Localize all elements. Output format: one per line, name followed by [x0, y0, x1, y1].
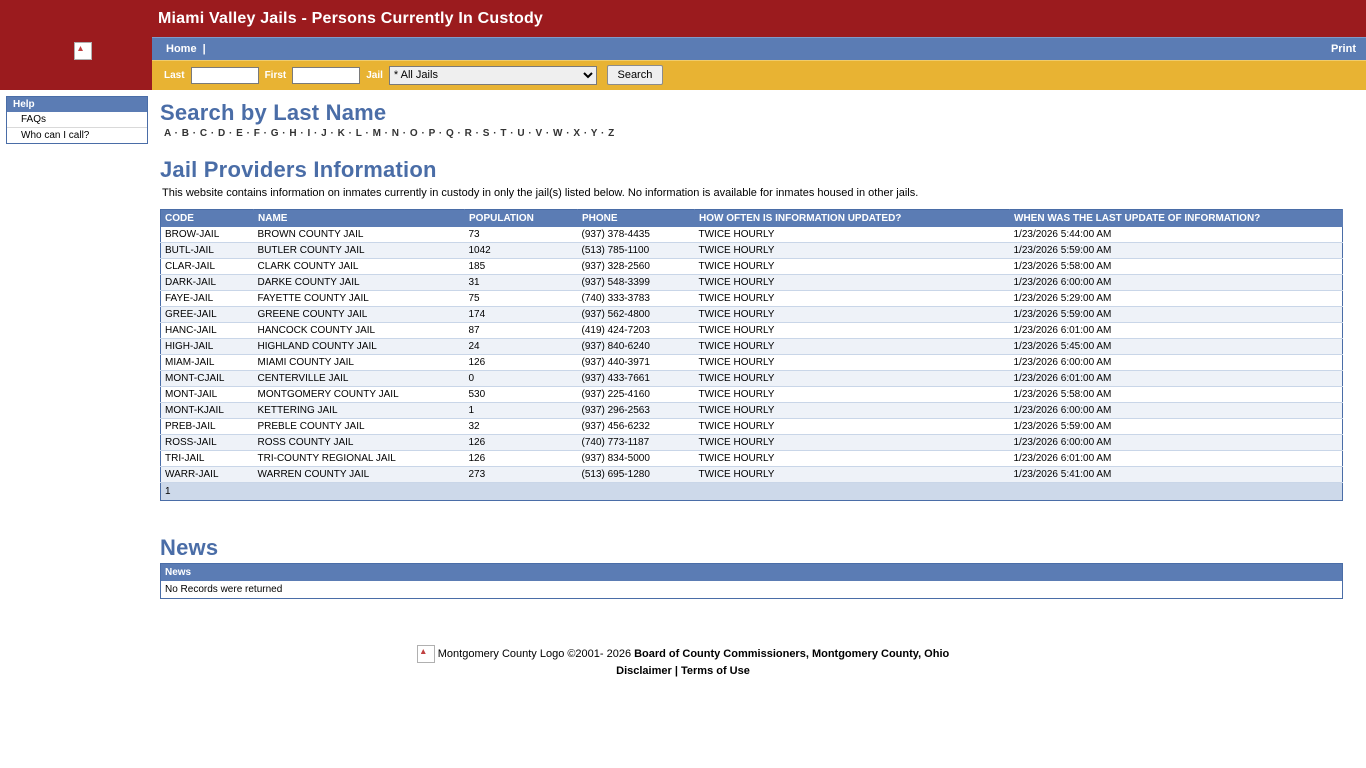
- header-right: [152, 0, 1366, 90]
- alpha-separator: ·: [243, 128, 254, 139]
- cell-name: HIGHLAND COUNTY JAIL: [254, 339, 465, 355]
- cell-update-frequency: TWICE HOURLY: [695, 355, 1010, 371]
- cell-last-update: 1/23/2026 6:00:00 AM: [1010, 435, 1343, 451]
- nav-right-group: [1331, 43, 1366, 55]
- alpha-link-x[interactable]: X: [573, 128, 581, 139]
- cell-last-update: 1/23/2026 6:00:00 AM: [1010, 403, 1343, 419]
- alpha-link-m[interactable]: M: [372, 128, 382, 139]
- alpha-link-b[interactable]: B: [181, 128, 190, 139]
- news-column-header: News: [161, 564, 1343, 582]
- cell-population: 0: [465, 371, 578, 387]
- cell-name: CENTERVILLE JAIL: [254, 371, 465, 387]
- page-footer: [0, 645, 1366, 677]
- cell-population: 126: [465, 451, 578, 467]
- cell-name: WARREN COUNTY JAIL: [254, 467, 465, 483]
- footer-separator: |: [674, 665, 678, 677]
- alpha-link-y[interactable]: Y: [590, 128, 598, 139]
- cell-last-update: 1/23/2026 5:29:00 AM: [1010, 291, 1343, 307]
- cell-last-update: 1/23/2026 5:59:00 AM: [1010, 243, 1343, 259]
- table-row[interactable]: [161, 435, 1343, 451]
- cell-last-update: 1/23/2026 5:59:00 AM: [1010, 307, 1343, 323]
- main-content: [152, 90, 1366, 599]
- page-title: Miami Valley Jails - Persons Currently In Custody: [158, 9, 544, 27]
- alpha-link-g[interactable]: G: [270, 128, 279, 139]
- cell-last-update: 1/23/2026 5:58:00 AM: [1010, 387, 1343, 403]
- search-by-last-name-title: Search by Last Name: [160, 100, 387, 125]
- cell-code: ROSS-JAIL: [161, 435, 254, 451]
- nav-separator: |: [202, 42, 206, 55]
- alpha-link-i[interactable]: I: [307, 128, 311, 139]
- cell-code: BROW-JAIL: [161, 227, 254, 243]
- page-body: [0, 90, 1366, 599]
- jail-providers-table-head: [161, 210, 1343, 228]
- cell-phone: (937) 328-2560: [578, 259, 695, 275]
- footer-line-1: [0, 645, 1366, 663]
- header-logo-cell: [0, 0, 152, 90]
- sidebar-item-who-can-i-call[interactable]: Who can I call?: [7, 128, 147, 143]
- cell-update-frequency: TWICE HOURLY: [695, 467, 1010, 483]
- cell-population: 1042: [465, 243, 578, 259]
- alpha-link-u[interactable]: U: [517, 128, 526, 139]
- footer-copyright: ©2001- 2026: [567, 648, 632, 660]
- cell-phone: (937) 433-7661: [578, 371, 695, 387]
- cell-update-frequency: TWICE HOURLY: [695, 243, 1010, 259]
- cell-phone: (937) 548-3399: [578, 275, 695, 291]
- first-name-input[interactable]: [292, 67, 360, 84]
- cell-last-update: 1/23/2026 5:58:00 AM: [1010, 259, 1343, 275]
- cell-last-update: 1/23/2026 5:41:00 AM: [1010, 467, 1343, 483]
- table-row[interactable]: [161, 307, 1343, 323]
- print-link[interactable]: Print: [1330, 42, 1356, 55]
- cell-name: GREENE COUNTY JAIL: [254, 307, 465, 323]
- cell-code: PREB-JAIL: [161, 419, 254, 435]
- alpha-link-r[interactable]: R: [464, 128, 473, 139]
- alpha-separator: ·: [418, 128, 429, 139]
- alpha-separator: ·: [597, 128, 609, 139]
- pager-page-1[interactable]: 1: [161, 483, 1343, 501]
- cell-phone: (937) 456-6232: [578, 419, 695, 435]
- alpha-separator: ·: [472, 128, 483, 139]
- news-title: News: [160, 535, 219, 560]
- news-table-head: [161, 564, 1343, 582]
- cell-code: MONT-KJAIL: [161, 403, 254, 419]
- alpha-separator: ·: [525, 128, 536, 139]
- alpha-separator: ·: [297, 128, 308, 139]
- jail-providers-table: [160, 209, 1343, 501]
- alpha-separator: ·: [454, 128, 465, 139]
- cell-population: 530: [465, 387, 578, 403]
- alpha-link-o[interactable]: O: [409, 128, 419, 139]
- cell-last-update: 1/23/2026 5:45:00 AM: [1010, 339, 1343, 355]
- cell-update-frequency: TWICE HOURLY: [695, 451, 1010, 467]
- cell-code: CLAR-JAIL: [161, 259, 254, 275]
- cell-code: BUTL-JAIL: [161, 243, 254, 259]
- cell-code: GREE-JAIL: [161, 307, 254, 323]
- sidebar: [0, 90, 152, 599]
- alpha-separator: ·: [580, 128, 591, 139]
- alpha-separator: ·: [278, 128, 290, 139]
- table-row[interactable]: [161, 259, 1343, 275]
- footer-org: Board of County Commissioners, Montgomery County, Ohio: [634, 648, 950, 660]
- table-row[interactable]: [161, 227, 1343, 243]
- cell-code: MONT-JAIL: [161, 387, 254, 403]
- cell-update-frequency: TWICE HOURLY: [695, 387, 1010, 403]
- cell-name: ROSS COUNTY JAIL: [254, 435, 465, 451]
- alpha-link-v[interactable]: V: [535, 128, 543, 139]
- cell-last-update: 1/23/2026 6:00:00 AM: [1010, 355, 1343, 371]
- table-row[interactable]: [161, 387, 1343, 403]
- alpha-link-h[interactable]: H: [289, 128, 298, 139]
- jail-providers-table-foot: [161, 483, 1343, 501]
- cell-phone: (937) 834-5000: [578, 451, 695, 467]
- cell-name: KETTERING JAIL: [254, 403, 465, 419]
- alphabet-index: [164, 128, 1344, 139]
- cell-update-frequency: TWICE HOURLY: [695, 323, 1010, 339]
- cell-population: 126: [465, 435, 578, 451]
- column-header-name[interactable]: NAME: [254, 210, 465, 228]
- cell-update-frequency: TWICE HOURLY: [695, 419, 1010, 435]
- cell-last-update: 1/23/2026 5:59:00 AM: [1010, 419, 1343, 435]
- alpha-link-s[interactable]: S: [482, 128, 490, 139]
- table-row[interactable]: [161, 275, 1343, 291]
- broken-image-icon: [417, 645, 435, 663]
- cell-code: WARR-JAIL: [161, 467, 254, 483]
- last-name-input[interactable]: [191, 67, 259, 84]
- cell-last-update: 1/23/2026 6:01:00 AM: [1010, 323, 1343, 339]
- terms-of-use-link[interactable]: Terms of Use: [680, 665, 750, 677]
- cell-name: TRI-COUNTY REGIONAL JAIL: [254, 451, 465, 467]
- cell-phone: (937) 562-4800: [578, 307, 695, 323]
- news-header-row: [161, 564, 1343, 582]
- cell-population: 31: [465, 275, 578, 291]
- cell-update-frequency: TWICE HOURLY: [695, 371, 1010, 387]
- cell-code: HIGH-JAIL: [161, 339, 254, 355]
- alpha-separator: ·: [562, 128, 574, 139]
- cell-code: DARK-JAIL: [161, 275, 254, 291]
- table-header-row: [161, 210, 1343, 228]
- cell-name: FAYETTE COUNTY JAIL: [254, 291, 465, 307]
- alpha-link-w[interactable]: W: [553, 128, 563, 139]
- column-header-code[interactable]: CODE: [161, 210, 254, 228]
- alpha-link-q[interactable]: Q: [445, 128, 455, 139]
- cell-population: 24: [465, 339, 578, 355]
- jail-providers-title: Jail Providers Information: [160, 157, 437, 182]
- alpha-link-j[interactable]: J: [321, 128, 328, 139]
- alpha-separator: ·: [506, 128, 518, 139]
- news-table-body: [161, 581, 1343, 599]
- cell-update-frequency: TWICE HOURLY: [695, 307, 1010, 323]
- alpha-separator: ·: [171, 128, 182, 139]
- last-name-label: Last: [164, 69, 185, 81]
- cell-update-frequency: TWICE HOURLY: [695, 339, 1010, 355]
- cell-last-update: 1/23/2026 6:01:00 AM: [1010, 451, 1343, 467]
- cell-population: 73: [465, 227, 578, 243]
- alpha-link-d[interactable]: D: [218, 128, 226, 139]
- cell-update-frequency: TWICE HOURLY: [695, 435, 1010, 451]
- title-bar: [152, 0, 1366, 37]
- news-empty-row: [161, 581, 1343, 599]
- alpha-separator: ·: [310, 128, 322, 139]
- cell-name: PREBLE COUNTY JAIL: [254, 419, 465, 435]
- cell-code: MIAM-JAIL: [161, 355, 254, 371]
- cell-code: HANC-JAIL: [161, 323, 254, 339]
- table-row[interactable]: [161, 467, 1343, 483]
- alpha-separator: ·: [207, 128, 218, 139]
- alpha-separator: ·: [345, 128, 356, 139]
- cell-population: 126: [465, 355, 578, 371]
- column-header-phone[interactable]: PHONE: [578, 210, 695, 228]
- alpha-separator: ·: [189, 128, 200, 139]
- alpha-separator: ·: [327, 128, 338, 139]
- cell-code: MONT-CJAIL: [161, 371, 254, 387]
- table-row[interactable]: [161, 419, 1343, 435]
- cell-phone: (937) 440-3971: [578, 355, 695, 371]
- cell-name: BUTLER COUNTY JAIL: [254, 243, 465, 259]
- table-row[interactable]: [161, 243, 1343, 259]
- broken-image-icon: [74, 42, 92, 60]
- column-header-population[interactable]: POPULATION: [465, 210, 578, 228]
- alpha-link-p[interactable]: P: [428, 128, 436, 139]
- news-table: [160, 563, 1343, 599]
- cell-name: CLARK COUNTY JAIL: [254, 259, 465, 275]
- alpha-link-c[interactable]: C: [199, 128, 208, 139]
- cell-population: 32: [465, 419, 578, 435]
- cell-population: 75: [465, 291, 578, 307]
- cell-name: HANCOCK COUNTY JAIL: [254, 323, 465, 339]
- alpha-link-t[interactable]: T: [500, 128, 507, 139]
- cell-phone: (740) 333-3783: [578, 291, 695, 307]
- alpha-separator: ·: [362, 128, 373, 139]
- cell-last-update: 1/23/2026 6:01:00 AM: [1010, 371, 1343, 387]
- search-button[interactable]: Search: [607, 65, 663, 85]
- cell-population: 273: [465, 467, 578, 483]
- alpha-link-k[interactable]: K: [337, 128, 346, 139]
- jail-label: Jail: [366, 69, 383, 81]
- alpha-link-f[interactable]: F: [253, 128, 261, 139]
- cell-code: FAYE-JAIL: [161, 291, 254, 307]
- alpha-link-l[interactable]: L: [355, 128, 363, 139]
- cell-population: 185: [465, 259, 578, 275]
- table-row[interactable]: [161, 403, 1343, 419]
- cell-last-update: 1/23/2026 6:00:00 AM: [1010, 275, 1343, 291]
- help-box: [6, 96, 148, 144]
- alpha-link-a[interactable]: A: [164, 128, 172, 139]
- alpha-link-e[interactable]: E: [236, 128, 244, 139]
- cell-phone: (937) 225-4160: [578, 387, 695, 403]
- cell-phone: (937) 296-2563: [578, 403, 695, 419]
- footer-logo-alt-text: Montgomery County Logo: [437, 648, 565, 660]
- column-header-update-frequency[interactable]: HOW OFTEN IS INFORMATION UPDATED?: [695, 210, 1010, 228]
- cell-code: TRI-JAIL: [161, 451, 254, 467]
- alpha-separator: ·: [435, 128, 446, 139]
- first-name-label: First: [264, 69, 287, 81]
- cell-phone: (513) 695-1280: [578, 467, 695, 483]
- alpha-separator: ·: [489, 128, 501, 139]
- nav-left-group: [152, 43, 206, 55]
- alpha-link-z[interactable]: Z: [608, 128, 615, 139]
- disclaimer-link[interactable]: Disclaimer: [616, 665, 672, 677]
- column-header-last-update[interactable]: WHEN WAS THE LAST UPDATE OF INFORMATION?: [1010, 210, 1343, 228]
- alpha-separator: ·: [225, 128, 237, 139]
- table-pager-row: [161, 483, 1343, 501]
- nav-item-home[interactable]: Home: [166, 42, 197, 55]
- cell-phone: (419) 424-7203: [578, 323, 695, 339]
- table-row[interactable]: [161, 355, 1343, 371]
- jail-select[interactable]: [389, 66, 597, 85]
- cell-update-frequency: TWICE HOURLY: [695, 227, 1010, 243]
- cell-update-frequency: TWICE HOURLY: [695, 259, 1010, 275]
- cell-update-frequency: TWICE HOURLY: [695, 275, 1010, 291]
- cell-update-frequency: TWICE HOURLY: [695, 291, 1010, 307]
- jail-providers-blurb: This website contains information on inmates currently in custody in only the jail(s) listed below. No information is available for inmates housed in other jails.: [162, 187, 919, 199]
- alpha-separator: ·: [542, 128, 554, 139]
- cell-phone: (740) 773-1187: [578, 435, 695, 451]
- table-row[interactable]: [161, 371, 1343, 387]
- cell-update-frequency: TWICE HOURLY: [695, 403, 1010, 419]
- main-nav: [152, 37, 1366, 60]
- cell-phone: (513) 785-1100: [578, 243, 695, 259]
- table-row[interactable]: [161, 291, 1343, 307]
- cell-name: MIAMI COUNTY JAIL: [254, 355, 465, 371]
- table-row[interactable]: [161, 323, 1343, 339]
- footer-line-2: [0, 665, 1366, 677]
- alpha-link-n[interactable]: N: [391, 128, 400, 139]
- cell-phone: (937) 840-6240: [578, 339, 695, 355]
- cell-phone: (937) 378-4435: [578, 227, 695, 243]
- cell-last-update: 1/23/2026 5:44:00 AM: [1010, 227, 1343, 243]
- table-row[interactable]: [161, 339, 1343, 355]
- alpha-separator: ·: [260, 128, 271, 139]
- help-box-header: Help: [7, 97, 147, 112]
- search-bar: [152, 60, 1366, 90]
- table-row[interactable]: [161, 451, 1343, 467]
- sidebar-item-faqs[interactable]: FAQs: [7, 112, 147, 128]
- cell-name: DARKE COUNTY JAIL: [254, 275, 465, 291]
- cell-population: 174: [465, 307, 578, 323]
- cell-name: BROWN COUNTY JAIL: [254, 227, 465, 243]
- alpha-separator: ·: [381, 128, 392, 139]
- alpha-separator: ·: [399, 128, 410, 139]
- cell-name: MONTGOMERY COUNTY JAIL: [254, 387, 465, 403]
- page-header: [0, 0, 1366, 90]
- news-empty-message: No Records were returned: [161, 581, 1343, 599]
- jail-providers-table-body: [161, 227, 1343, 483]
- cell-population: 1: [465, 403, 578, 419]
- cell-population: 87: [465, 323, 578, 339]
